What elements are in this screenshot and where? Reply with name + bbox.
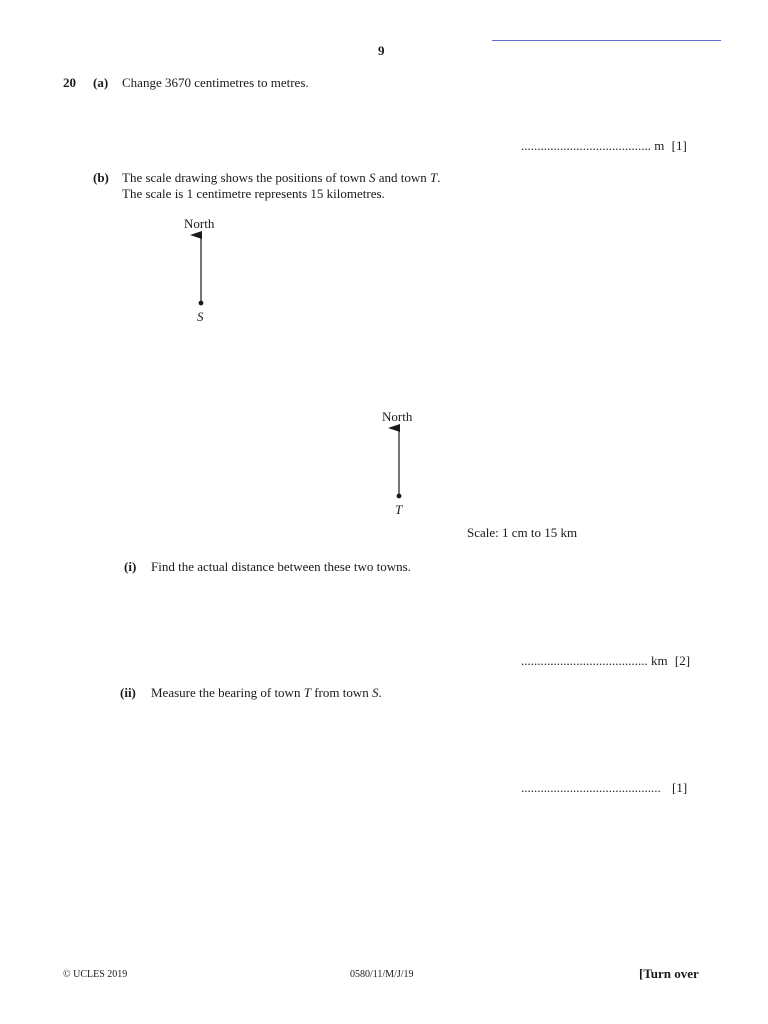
text-segment: . (378, 685, 382, 700)
marks: [2] (674, 653, 691, 668)
north-label-s: North (184, 216, 215, 231)
answer-line[interactable]: ........................................ (521, 138, 651, 153)
answer-unit: m (654, 138, 665, 153)
town-s-label: S (197, 309, 204, 324)
part-b-line2: The scale is 1 centimetre represents 15 kilometres. (122, 186, 385, 201)
sub-ii-label: (ii) (120, 685, 136, 700)
town-name: T (430, 170, 438, 185)
answer-line[interactable]: ........................................... (521, 780, 661, 795)
town-name: S (371, 685, 379, 700)
question-number: 20 (63, 75, 76, 90)
marks: [1] (671, 138, 687, 153)
sub-i-text: Find the actual distance between these two towns. (151, 559, 411, 574)
part-b-label: (b) (93, 170, 109, 185)
text-segment: and town (375, 170, 430, 185)
text-segment: from town (310, 685, 372, 700)
turn-over: [Turn over (639, 966, 699, 981)
answer-unit: km (651, 653, 668, 668)
sub-i-label: (i) (124, 559, 137, 574)
town-s-point (199, 301, 204, 306)
text-segment: Measure the bearing of town (151, 685, 304, 700)
part-a-label: (a) (93, 75, 109, 90)
north-label-t: North (382, 409, 413, 424)
town-t-label: T (395, 502, 403, 517)
sub-ii-text (151, 685, 382, 701)
text-segment: . (437, 170, 441, 185)
town-name: T (303, 685, 311, 700)
answer-line[interactable]: ....................................... (521, 653, 648, 668)
scale-text: Scale: 1 cm to 15 km (467, 525, 578, 540)
footer-copyright: © UCLES 2019 (63, 969, 128, 980)
text-segment: The scale drawing shows the positions of town (122, 170, 369, 185)
marks: [1] (672, 780, 688, 795)
town-name: S (368, 170, 376, 185)
sub-ii-answer-row (521, 780, 687, 796)
sub-i-answer-row (521, 653, 690, 669)
footer-code: 0580/11/M/J/19 (350, 969, 414, 980)
town-t-point (397, 494, 402, 499)
part-a-text: Change 3670 centimetres to metres. (122, 75, 309, 90)
page-number: 9 (378, 43, 385, 58)
